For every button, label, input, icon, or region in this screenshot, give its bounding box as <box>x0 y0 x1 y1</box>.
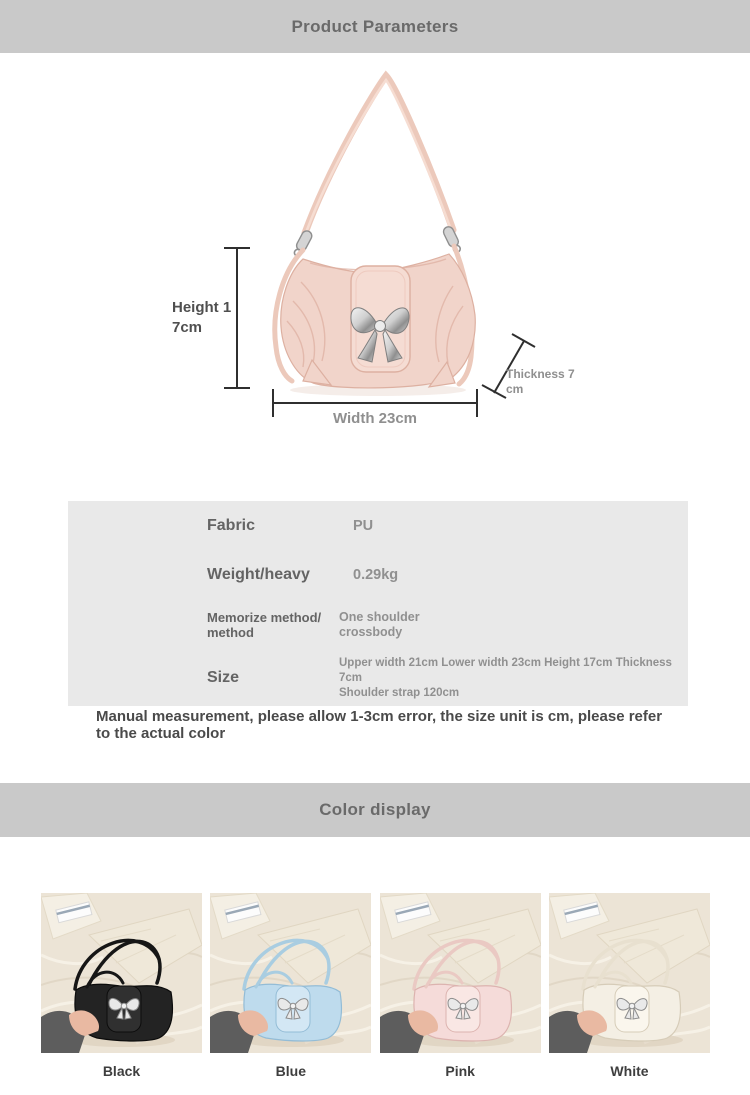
spec-row-weight <box>68 550 688 600</box>
spec-label: Memorize method/ method <box>207 610 322 640</box>
bag-photo-illustration <box>41 893 202 1053</box>
spec-label: Weight/heavy <box>207 566 310 583</box>
color-photo-blue <box>210 893 371 1053</box>
right-clasp-icon <box>442 225 463 254</box>
spec-label: Size <box>207 669 240 686</box>
spec-label: Fabric <box>207 516 256 534</box>
color-label-pink: Pink <box>445 1063 475 1079</box>
spec-value: PU <box>353 517 374 534</box>
spec-table <box>68 501 688 706</box>
color-label-row <box>0 1063 750 1079</box>
spec-value: 0.29kg <box>353 567 399 583</box>
thickness-dimension-label: Thickness 7 cm <box>506 367 575 396</box>
height-dimension-label: Height 1 7cm <box>172 299 232 336</box>
bag-photo-illustration <box>210 893 371 1053</box>
product-parameters-title: Product Parameters <box>291 16 459 36</box>
color-label-white: White <box>610 1063 649 1079</box>
product-parameters-banner <box>0 0 750 53</box>
color-variant-row <box>0 893 750 1053</box>
color-display-title: Color display <box>319 800 431 819</box>
spec-row-size <box>68 650 688 706</box>
bag-photo-illustration <box>380 893 541 1053</box>
color-photo-black <box>41 893 202 1053</box>
color-photo-white <box>549 893 710 1053</box>
bag-photo-illustration <box>549 893 710 1053</box>
color-label-black: Black <box>102 1063 141 1079</box>
spec-row-carry-method <box>68 600 688 650</box>
product-dimension-figure <box>0 53 750 501</box>
measurement-note: Manual measurement, please allow 1-3cm error, the size unit is cm, please refer to the actual color <box>96 708 663 742</box>
color-label-blue: Blue <box>275 1063 306 1079</box>
spec-value: Upper width 21cm Lower width 23cm Height 17cm Thickness 7cm Shoulder strap 120cm <box>339 656 672 699</box>
width-dimension-label: Width 23cm <box>332 410 418 427</box>
spec-value: One shoulder crossbody <box>339 610 420 639</box>
color-photo-pink <box>380 893 541 1053</box>
shoulder-strap <box>305 76 453 233</box>
handbag-illustration <box>0 53 750 501</box>
spec-row-fabric <box>68 501 688 550</box>
color-display-banner <box>0 783 750 837</box>
